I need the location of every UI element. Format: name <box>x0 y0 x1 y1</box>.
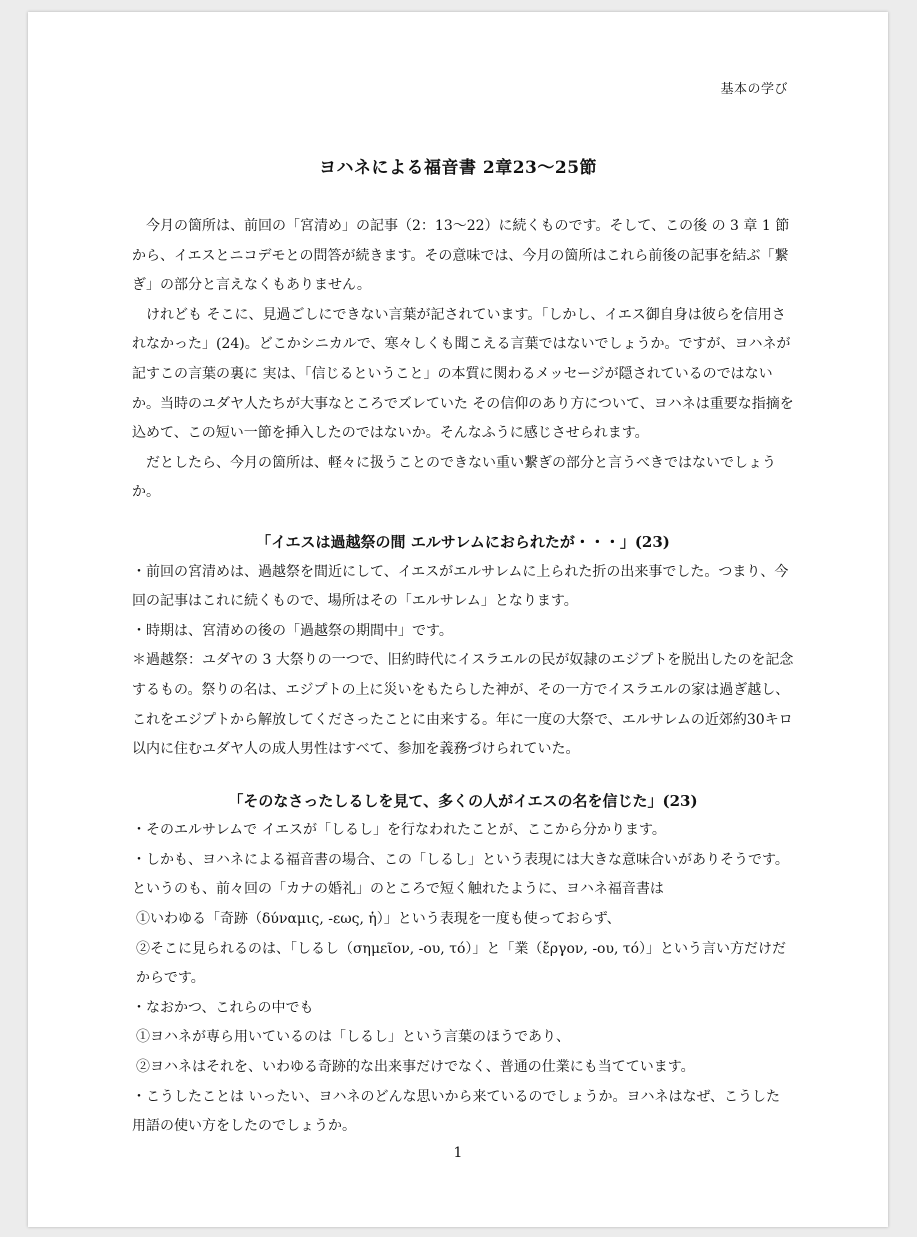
section-list-item: ②そこに見られるのは、「しるし（σημεῖον, -ου, τό）」と「業（ἔργον, -ου, τό）」という言い方だけだからです。 <box>136 940 787 987</box>
intro-paragraph: だとしたら、今月の箇所は、軽々に扱うことのできない重い繋ぎの部分と言うべきではないでしょうか。 <box>132 454 776 501</box>
section-paragraph: ・時期は、宮清めの後の「過越祭の期間中」です。 <box>132 622 453 639</box>
section-note: ＊過越祭：ユダヤの 3 大祭りの一つで、旧約時代にイスラエルの民が奴隷のエジプトを脱出したのを記念するもの。祭りの名は、エジプトの上に災いをもたらした神が、その一方でイスラエルの家は過ぎ越し、これをエジプトから解放してくださったことに由来する。年に一度の大祭で、エルサレムの近郊約30キロ以内に住むユダヤ人の成人男性はすべて、参加を義務づけられていた。 <box>132 652 794 758</box>
section-paragraph: ・前回の宮清めは、過越祭を間近にして、イエスがエルサレムに上られた折の出来事でした。つまり、今回の記事はこれに続くもので、場所はその「エルサレム」となります。 <box>132 563 789 610</box>
document-page <box>28 12 888 1227</box>
page-header-label: 基本の学び <box>720 82 788 97</box>
section-list-item: ①いわゆる「奇跡（δύναμις, -εως, ἡ）」という表現を一度も使っておらず、 <box>136 911 621 928</box>
section-list-item: ①ヨハネが専ら用いているのは「しるし」という言葉のほうであり、 <box>136 1029 570 1046</box>
section-paragraph: ・そのエルサレムで イエスが「しるし」を行なわれたことが、ここから分かります。 <box>132 822 666 839</box>
intro-paragraph: けれども そこに、見過ごしにできない言葉が記されています。「しかし、イエス御自身は彼らを信用されなかった」(24)。どこかシニカルで、寒々しくも聞こえる言葉ではないでしょうか。ですが、ヨハネが記すこの言葉の裏に 実は、「信じるということ」の本質に関わるメッセージが隠されているのではないか。当時のユダヤ人たちが大事なところでズレていた その信仰のあり方について、ヨハネは重要な指摘を込めて、この短い一節を挿入したのではないか。そんなふうに感じさせられます。 <box>132 306 794 442</box>
document-body <box>132 212 794 1142</box>
section-paragraph: ・しかも、ヨハネによる福音書の場合、この「しるし」という表現には大きな意味合いがありそうです。というのも、前々回の「カナの婚礼」のところで短く触れたように、ヨハネ福音書は <box>132 851 789 898</box>
section-list-item: ②ヨハネはそれを、いわゆる奇跡的な出来事だけでなく、普通の仕業にも当てています。 <box>136 1059 695 1076</box>
intro-paragraph: 今月の箇所は、前回の「宮清め」の記事（2：13〜22）に続くものです。そして、この後 の 3 章 1 節から、イエスとニコデモとの問答が続きます。その意味では、今月の箇所はこれら前後の記事を結ぶ「繋ぎ」の部分と言えなくもありません。 <box>132 218 790 294</box>
section-paragraph: ・こうしたことは いったい、ヨハネのどんな思いから来ているのでしょうか。ヨハネはなぜ、こうした用語の使い方をしたのでしょうか。 <box>132 1088 781 1135</box>
page-number: 1 <box>453 1145 463 1161</box>
section-heading: 「イエスは過越祭の間 エルサレムにおられたが・・・」(23) <box>256 532 670 551</box>
document-title: ヨハネによる福音書 2章23〜25節 <box>318 158 598 178</box>
section-heading: 「そのなさったしるしを見て、多くの人がイエスの名を信じた」(23) <box>228 791 698 810</box>
section-paragraph: ・なおかつ、これらの中でも <box>132 999 314 1016</box>
